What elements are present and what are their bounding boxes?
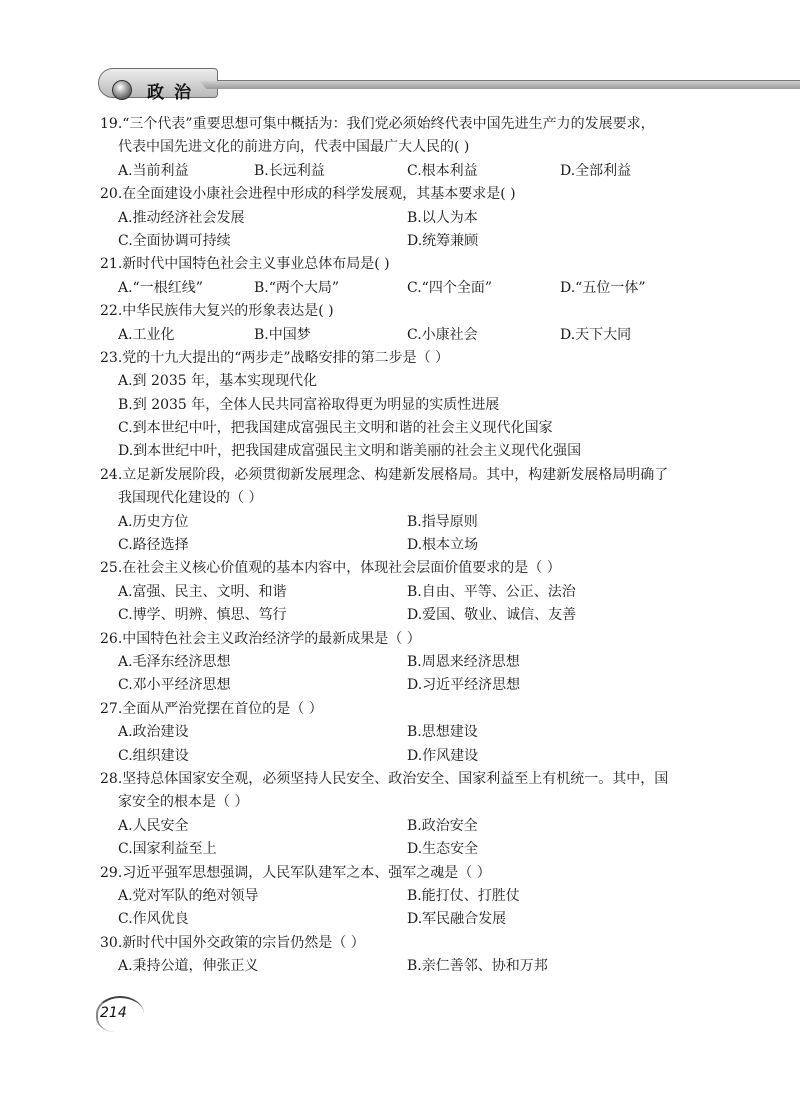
options-row: [100, 908, 720, 931]
question-stem: 24.立足新发展阶段，必须贯彻新发展理念、构建新发展格局。其中，构建新发展格局明确了: [100, 466, 669, 483]
options-row: [100, 721, 720, 744]
question-stem: 19.“三个代表”重要思想可集中概括为：我们党必须始终代表中国先进生产力的发展要求，: [100, 116, 655, 132]
answer-option[interactable]: D.习近平经济思想: [407, 677, 521, 694]
answer-option[interactable]: C.根本利益: [407, 162, 478, 179]
answer-option[interactable]: D.到本世纪中叶，把我国建成富强民主文明和谐美丽的社会主义现代化强国: [118, 443, 582, 460]
question-list: [100, 113, 720, 978]
answer-option[interactable]: D.全部利益: [560, 162, 632, 179]
answer-option[interactable]: D.“五位一体”: [560, 279, 646, 296]
options-row: [100, 604, 720, 627]
answer-option[interactable]: C.博学、明辨、慎思、笃行: [118, 607, 287, 624]
answer-option[interactable]: A.毛泽东经济思想: [118, 653, 231, 670]
answer-option[interactable]: A.当前利益: [118, 162, 189, 179]
options-row: [100, 815, 720, 838]
answer-option[interactable]: B.“两个大局”: [254, 279, 340, 296]
answer-option[interactable]: C.国家利益至上: [118, 841, 217, 858]
answer-option[interactable]: D.作风建设: [407, 747, 479, 764]
header-band: [202, 80, 800, 89]
answer-option[interactable]: D.爱国、敬业、诚信、友善: [407, 607, 577, 624]
answer-option[interactable]: C.组织建设: [118, 747, 189, 764]
options-row: [100, 955, 720, 978]
answer-option[interactable]: B.政治安全: [407, 817, 478, 834]
page-header: [92, 62, 800, 103]
answer-option[interactable]: A.历史方位: [118, 513, 189, 530]
question-stem: 30.新时代中国外交政策的宗旨仍然是（ ）: [100, 934, 365, 951]
answer-option[interactable]: C.到本世纪中叶，把我国建成富强民主文明和谐的社会主义现代化国家: [118, 420, 553, 437]
answer-option[interactable]: D.统筹兼顾: [407, 232, 479, 249]
answer-option[interactable]: A.工业化: [118, 326, 175, 343]
options-row: [100, 160, 720, 183]
options-row: [100, 534, 720, 557]
answer-option[interactable]: B.长远利益: [254, 162, 325, 179]
answer-option[interactable]: A.“一根红线”: [118, 279, 203, 296]
subject-tab: [98, 68, 218, 103]
options-row: [100, 885, 720, 908]
options-row: [100, 838, 720, 861]
answer-option[interactable]: A.人民安全: [118, 817, 189, 834]
answer-option[interactable]: D.天下大同: [560, 326, 632, 343]
page-number-badge: [96, 996, 142, 1030]
options-row: [100, 207, 720, 230]
question-stem: 我国现代化建设的（ ）: [118, 490, 263, 507]
answer-option[interactable]: B.周恩来经济思想: [407, 653, 520, 670]
options-row: [100, 277, 720, 300]
answer-option[interactable]: B.到 2035 年，全体人民共同富裕取得更为明显的实质性进展: [118, 396, 500, 413]
answer-option[interactable]: C.邓小平经济思想: [118, 677, 231, 694]
bullet-knob-icon: [112, 80, 132, 100]
options-row: [100, 651, 720, 674]
question-stem: 27.全面从严治党摆在首位的是（ ）: [100, 700, 323, 717]
answer-option[interactable]: D.军民融合发展: [407, 911, 507, 928]
options-row: [100, 324, 720, 347]
question-stem: 26.中国特色社会主义政治经济学的最新成果是（ ）: [100, 630, 421, 647]
page-number: 214: [100, 1005, 127, 1021]
answer-option[interactable]: B.能打仗、打胜仗: [407, 887, 520, 904]
question-stem: 25.在社会主义核心价值观的基本内容中，体现社会层面价值要求的是（ ）: [100, 560, 561, 577]
options-row: [100, 745, 720, 768]
answer-option[interactable]: A.政治建设: [118, 724, 189, 741]
answer-option[interactable]: D.生态安全: [407, 841, 479, 858]
answer-option[interactable]: B.自由、平等、公正、法治: [407, 583, 576, 600]
answer-option[interactable]: B.思想建设: [407, 724, 478, 741]
answer-option[interactable]: D.根本立场: [407, 537, 479, 554]
question-stem: 20.在全面建设小康社会进程中形成的科学发展观，其基本要求是( ): [100, 186, 516, 203]
question-stem: 23.党的十九大提出的“两步走”战略安排的第二步是（ ）: [100, 349, 450, 366]
question-stem: 代表中国先进文化的前进方向，代表中国最广大人民的( ): [118, 139, 470, 156]
answer-option[interactable]: C.作风优良: [118, 911, 189, 928]
question-stem: 家安全的根本是（ ）: [118, 794, 249, 811]
question-stem: 21.新时代中国特色社会主义事业总体布局是( ): [100, 256, 390, 273]
answer-option[interactable]: C.“四个全面”: [407, 279, 492, 296]
answer-option[interactable]: A.推动经济社会发展: [118, 209, 245, 226]
answer-option[interactable]: A.富强、民主、文明、和谐: [118, 583, 287, 600]
question-stem: 22.中华民族伟大复兴的形象表达是( ): [100, 303, 334, 320]
answer-option[interactable]: B.亲仁善邻、协和万邦: [407, 958, 548, 975]
answer-option[interactable]: A.到 2035 年，基本实现现代化: [118, 373, 318, 390]
options-row: [100, 581, 720, 604]
answer-option[interactable]: C.小康社会: [407, 326, 478, 343]
answer-option[interactable]: C.全面协调可持续: [118, 232, 231, 249]
answer-option[interactable]: A.党对军队的绝对领导: [118, 887, 259, 904]
options-row: [100, 511, 720, 534]
subject-title: 政治: [147, 83, 201, 103]
options-row: [100, 674, 720, 697]
answer-option[interactable]: A.秉持公道，伸张正义: [118, 958, 259, 975]
question-stem: 29.习近平强军思想强调，人民军队建军之本、强军之魂是（ ）: [100, 864, 491, 881]
answer-option[interactable]: B.中国梦: [254, 326, 311, 343]
answer-option[interactable]: C.路径选择: [118, 537, 189, 554]
answer-option[interactable]: B.指导原则: [407, 513, 478, 530]
answer-option[interactable]: B.以人为本: [407, 209, 478, 226]
question-stem: 28.坚持总体国家安全观，必须坚持人民安全、政治安全、国家利益至上有机统一。其中，国: [100, 770, 669, 787]
options-row: [100, 230, 720, 253]
